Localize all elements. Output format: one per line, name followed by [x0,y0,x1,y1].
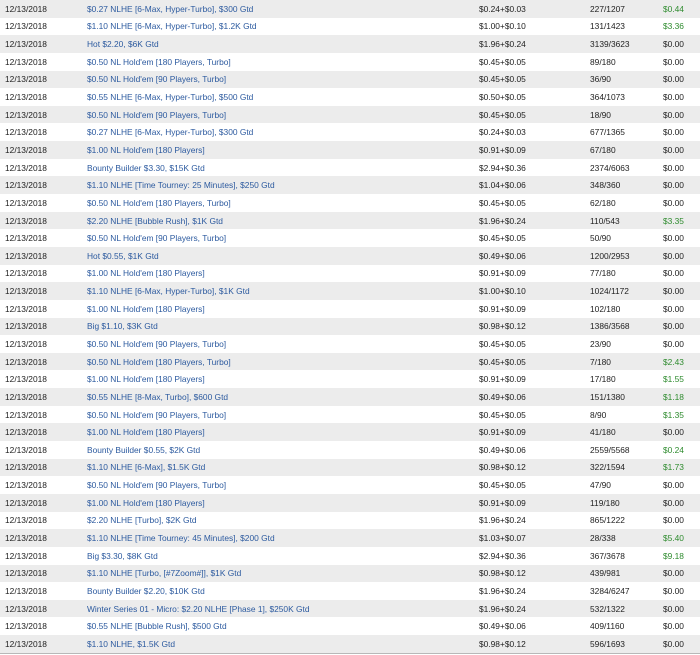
buyin-cell: $1.96+$0.24 [479,212,590,230]
winnings-cell: $0.00 [663,123,700,141]
date-cell: 12/13/2018 [0,459,87,477]
buyin-cell: $0.45+$0.05 [479,194,590,212]
winnings-cell: $0.00 [663,635,700,653]
buyin-cell: $2.94+$0.36 [479,547,590,565]
tournament-name-link[interactable]: $0.50 NL Hold'em [180 Players, Turbo] [87,353,479,371]
tournament-name-link[interactable]: $1.00 NL Hold'em [180 Players] [87,370,479,388]
table-row[interactable] [0,582,700,600]
table-row[interactable] [0,212,700,230]
tournament-name-link[interactable]: $1.00 NL Hold'em [180 Players] [87,141,479,159]
date-cell: 12/13/2018 [0,582,87,600]
winnings-cell: $0.00 [663,476,700,494]
place-cell: 1386/3568 [590,318,663,336]
date-cell: 12/13/2018 [0,617,87,635]
date-cell: 12/13/2018 [0,88,87,106]
date-cell: 12/13/2018 [0,512,87,530]
winnings-cell: $0.00 [663,318,700,336]
table-row[interactable] [0,635,700,653]
date-cell: 12/13/2018 [0,388,87,406]
place-cell: 532/1322 [590,600,663,618]
place-cell: 47/90 [590,476,663,494]
table-row[interactable] [0,106,700,124]
tournament-name-link[interactable]: $0.50 NL Hold'em [90 Players, Turbo] [87,106,479,124]
date-cell: 12/13/2018 [0,600,87,618]
place-cell: 131/1423 [590,18,663,36]
date-cell: 12/13/2018 [0,300,87,318]
place-cell: 7/180 [590,353,663,371]
buyin-cell: $1.96+$0.24 [479,582,590,600]
place-cell: 2559/5568 [590,441,663,459]
tournament-name-link[interactable]: $0.50 NL Hold'em [90 Players, Turbo] [87,229,479,247]
winnings-cell: $5.40 [663,529,700,547]
tournament-name-link[interactable]: $1.10 NLHE [6-Max, Hyper-Turbo], $1K Gtd [87,282,479,300]
buyin-cell: $0.49+$0.06 [479,247,590,265]
place-cell: 119/180 [590,494,663,512]
buyin-cell: $1.03+$0.07 [479,529,590,547]
date-cell: 12/13/2018 [0,423,87,441]
table-row[interactable] [0,88,700,106]
winnings-cell: $0.00 [663,141,700,159]
place-cell: 36/90 [590,71,663,89]
buyin-cell: $0.45+$0.05 [479,71,590,89]
place-cell: 110/543 [590,212,663,230]
table-row[interactable] [0,176,700,194]
buyin-cell: $0.45+$0.05 [479,229,590,247]
winnings-cell: $1.55 [663,370,700,388]
table-row[interactable] [0,441,700,459]
winnings-cell: $0.00 [663,600,700,618]
tournament-name-link[interactable]: $0.55 NLHE [6-Max, Hyper-Turbo], $500 Gtd [87,88,479,106]
winnings-cell: $0.00 [663,106,700,124]
winnings-cell: $0.00 [663,494,700,512]
tournament-name-link[interactable]: $1.00 NL Hold'em [180 Players] [87,494,479,512]
buyin-cell: $0.50+$0.05 [479,88,590,106]
date-cell: 12/13/2018 [0,229,87,247]
date-cell: 12/13/2018 [0,141,87,159]
buyin-cell: $0.24+$0.03 [479,0,590,18]
date-cell: 12/13/2018 [0,18,87,36]
winnings-cell: $1.35 [663,406,700,424]
table-row[interactable] [0,459,700,477]
table-row[interactable] [0,423,700,441]
winnings-cell: $0.00 [663,423,700,441]
buyin-cell: $0.98+$0.12 [479,459,590,477]
table-row[interactable] [0,300,700,318]
buyin-cell: $0.45+$0.05 [479,106,590,124]
tournament-name-link[interactable]: $1.10 NLHE [6-Max, Hyper-Turbo], $1.2K Gtd [87,18,479,36]
tournament-name-link[interactable]: $0.50 NL Hold'em [90 Players, Turbo] [87,406,479,424]
place-cell: 8/90 [590,406,663,424]
winnings-cell: $0.00 [663,176,700,194]
buyin-cell: $1.00+$0.10 [479,282,590,300]
winnings-cell: $0.00 [663,35,700,53]
table-row[interactable] [0,565,700,583]
buyin-cell: $0.45+$0.05 [479,476,590,494]
buyin-cell: $0.49+$0.06 [479,388,590,406]
date-cell: 12/13/2018 [0,176,87,194]
winnings-cell: $0.00 [663,300,700,318]
buyin-cell: $0.91+$0.09 [479,423,590,441]
tournament-name-link[interactable]: Big $3.30, $8K Gtd [87,547,479,565]
tournament-name-link[interactable]: Winter Series 01 - Micro: $2.20 NLHE [Phase 1], $250K Gtd [87,600,479,618]
winnings-cell: $0.00 [663,229,700,247]
date-cell: 12/13/2018 [0,335,87,353]
tournament-name-link[interactable]: $0.27 NLHE [6-Max, Hyper-Turbo], $300 Gtd [87,0,479,18]
table-row[interactable] [0,194,700,212]
place-cell: 677/1365 [590,123,663,141]
winnings-cell: $0.44 [663,0,700,18]
winnings-cell: $0.24 [663,441,700,459]
tournament-name-link[interactable]: $0.50 NL Hold'em [90 Players, Turbo] [87,335,479,353]
table-row[interactable] [0,318,700,336]
table-row[interactable] [0,617,700,635]
buyin-cell: $0.45+$0.05 [479,353,590,371]
winnings-cell: $3.35 [663,212,700,230]
tournament-name-link[interactable]: $0.55 NLHE [Bubble Rush], $500 Gtd [87,617,479,635]
tournament-name-link[interactable]: Big $1.10, $3K Gtd [87,318,479,336]
table-row[interactable] [0,529,700,547]
buyin-cell: $0.49+$0.06 [479,441,590,459]
place-cell: 348/360 [590,176,663,194]
winnings-cell: $0.00 [663,565,700,583]
buyin-cell: $1.96+$0.24 [479,600,590,618]
tournament-name-link[interactable]: Hot $2.20, $6K Gtd [87,35,479,53]
winnings-cell: $0.00 [663,71,700,89]
table-row[interactable] [0,353,700,371]
table-row[interactable] [0,600,700,618]
table-row[interactable] [0,512,700,530]
tournament-name-link[interactable]: $1.00 NL Hold'em [180 Players] [87,265,479,283]
place-cell: 3139/3623 [590,35,663,53]
tournament-name-link[interactable]: $1.10 NLHE [Time Tourney: 25 Minutes], $250 Gtd [87,176,479,194]
tournament-name-link[interactable]: $0.50 NL Hold'em [180 Players, Turbo] [87,194,479,212]
date-cell: 12/13/2018 [0,353,87,371]
tournament-name-link[interactable]: $0.50 NL Hold'em [90 Players, Turbo] [87,71,479,89]
date-cell: 12/13/2018 [0,159,87,177]
winnings-cell: $3.36 [663,18,700,36]
tournament-name-link[interactable]: $2.20 NLHE [Turbo], $2K Gtd [87,512,479,530]
winnings-cell: $0.00 [663,194,700,212]
date-cell: 12/13/2018 [0,529,87,547]
buyin-cell: $0.91+$0.09 [479,265,590,283]
tournament-name-link[interactable]: $0.50 NL Hold'em [90 Players, Turbo] [87,476,479,494]
place-cell: 227/1207 [590,0,663,18]
place-cell: 41/180 [590,423,663,441]
tournament-name-link[interactable]: $1.00 NL Hold'em [180 Players] [87,300,479,318]
winnings-cell: $1.73 [663,459,700,477]
table-row[interactable] [0,370,700,388]
tournament-name-link[interactable]: Bounty Builder $0.55, $2K Gtd [87,441,479,459]
buyin-cell: $0.91+$0.09 [479,370,590,388]
tournament-name-link[interactable]: Bounty Builder $3.30, $15K Gtd [87,159,479,177]
tournament-name-link[interactable]: $0.27 NLHE [6-Max, Hyper-Turbo], $300 Gtd [87,123,479,141]
date-cell: 12/13/2018 [0,53,87,71]
table-row[interactable] [0,71,700,89]
buyin-cell: $1.04+$0.06 [479,176,590,194]
date-cell: 12/13/2018 [0,35,87,53]
date-cell: 12/13/2018 [0,547,87,565]
place-cell: 89/180 [590,53,663,71]
date-cell: 12/13/2018 [0,318,87,336]
tournament-name-link[interactable]: $2.20 NLHE [Bubble Rush], $1K Gtd [87,212,479,230]
winnings-cell: $1.18 [663,388,700,406]
winnings-cell: $0.00 [663,335,700,353]
buyin-cell: $0.98+$0.12 [479,565,590,583]
table-row[interactable] [0,159,700,177]
buyin-cell: $1.96+$0.24 [479,35,590,53]
tournament-name-link[interactable]: Bounty Builder $2.20, $10K Gtd [87,582,479,600]
table-row[interactable] [0,406,700,424]
table-row[interactable] [0,247,700,265]
date-cell: 12/13/2018 [0,406,87,424]
date-cell: 12/13/2018 [0,123,87,141]
date-cell: 12/13/2018 [0,265,87,283]
date-cell: 12/13/2018 [0,194,87,212]
table-row[interactable] [0,335,700,353]
place-cell: 28/338 [590,529,663,547]
table-row[interactable] [0,494,700,512]
date-cell: 12/13/2018 [0,476,87,494]
table-row[interactable] [0,229,700,247]
place-cell: 367/3678 [590,547,663,565]
buyin-cell: $0.24+$0.03 [479,123,590,141]
date-cell: 12/13/2018 [0,565,87,583]
date-cell: 12/13/2018 [0,441,87,459]
table-row[interactable] [0,141,700,159]
date-cell: 12/13/2018 [0,212,87,230]
winnings-cell: $0.00 [663,53,700,71]
table-row[interactable] [0,547,700,565]
winnings-cell: $0.00 [663,265,700,283]
place-cell: 62/180 [590,194,663,212]
date-cell: 12/13/2018 [0,106,87,124]
buyin-cell: $0.91+$0.09 [479,494,590,512]
buyin-cell: $2.94+$0.36 [479,159,590,177]
table-row[interactable] [0,476,700,494]
buyin-cell: $0.91+$0.09 [479,300,590,318]
date-cell: 12/13/2018 [0,635,87,653]
winnings-cell: $2.43 [663,353,700,371]
buyin-cell: $0.45+$0.05 [479,335,590,353]
table-row[interactable] [0,388,700,406]
place-cell: 364/1073 [590,88,663,106]
place-cell: 2374/6063 [590,159,663,177]
table-row[interactable] [0,35,700,53]
place-cell: 1200/2953 [590,247,663,265]
buyin-cell: $0.49+$0.06 [479,617,590,635]
place-cell: 23/90 [590,335,663,353]
winnings-cell: $0.00 [663,512,700,530]
table-row[interactable] [0,265,700,283]
winnings-cell: $0.00 [663,88,700,106]
table-row[interactable] [0,0,700,18]
buyin-cell: $0.98+$0.12 [479,318,590,336]
place-cell: 439/981 [590,565,663,583]
winnings-cell: $9.18 [663,547,700,565]
place-cell: 50/90 [590,229,663,247]
tournament-name-link[interactable]: $0.55 NLHE [8-Max, Turbo], $600 Gtd [87,388,479,406]
tournament-name-link[interactable]: $0.50 NL Hold'em [180 Players, Turbo] [87,53,479,71]
date-cell: 12/13/2018 [0,0,87,18]
buyin-cell: $1.00+$0.10 [479,18,590,36]
winnings-cell: $0.00 [663,582,700,600]
winnings-cell: $0.00 [663,282,700,300]
date-cell: 12/13/2018 [0,247,87,265]
place-cell: 3284/6247 [590,582,663,600]
winnings-cell: $0.00 [663,159,700,177]
place-cell: 151/1380 [590,388,663,406]
tournament-name-link[interactable]: $1.10 NLHE [6-Max], $1.5K Gtd [87,459,479,477]
place-cell: 18/90 [590,106,663,124]
buyin-cell: $0.98+$0.12 [479,635,590,653]
table-row[interactable] [0,53,700,71]
buyin-cell: $0.45+$0.05 [479,53,590,71]
date-cell: 12/13/2018 [0,71,87,89]
buyin-cell: $0.45+$0.05 [479,406,590,424]
place-cell: 67/180 [590,141,663,159]
winnings-cell: $0.00 [663,617,700,635]
place-cell: 1024/1172 [590,282,663,300]
table-row[interactable] [0,282,700,300]
winnings-cell: $0.00 [663,247,700,265]
date-cell: 12/13/2018 [0,494,87,512]
tournament-name-link[interactable]: $1.10 NLHE [Time Tourney: 45 Minutes], $200 Gtd [87,529,479,547]
place-cell: 322/1594 [590,459,663,477]
place-cell: 77/180 [590,265,663,283]
tournament-name-link[interactable]: $1.10 NLHE, $1.5K Gtd [87,635,479,653]
place-cell: 409/1160 [590,617,663,635]
date-cell: 12/13/2018 [0,370,87,388]
buyin-cell: $0.91+$0.09 [479,141,590,159]
date-cell: 12/13/2018 [0,282,87,300]
tournament-name-link[interactable]: $1.10 NLHE [Turbo, [#7Zoom#]], $1K Gtd [87,565,479,583]
table-row[interactable] [0,18,700,36]
buyin-cell: $1.96+$0.24 [479,512,590,530]
tournament-name-link[interactable]: Hot $0.55, $1K Gtd [87,247,479,265]
place-cell: 865/1222 [590,512,663,530]
table-row[interactable] [0,123,700,141]
place-cell: 596/1693 [590,635,663,653]
place-cell: 102/180 [590,300,663,318]
place-cell: 17/180 [590,370,663,388]
tournament-name-link[interactable]: $1.00 NL Hold'em [180 Players] [87,423,479,441]
